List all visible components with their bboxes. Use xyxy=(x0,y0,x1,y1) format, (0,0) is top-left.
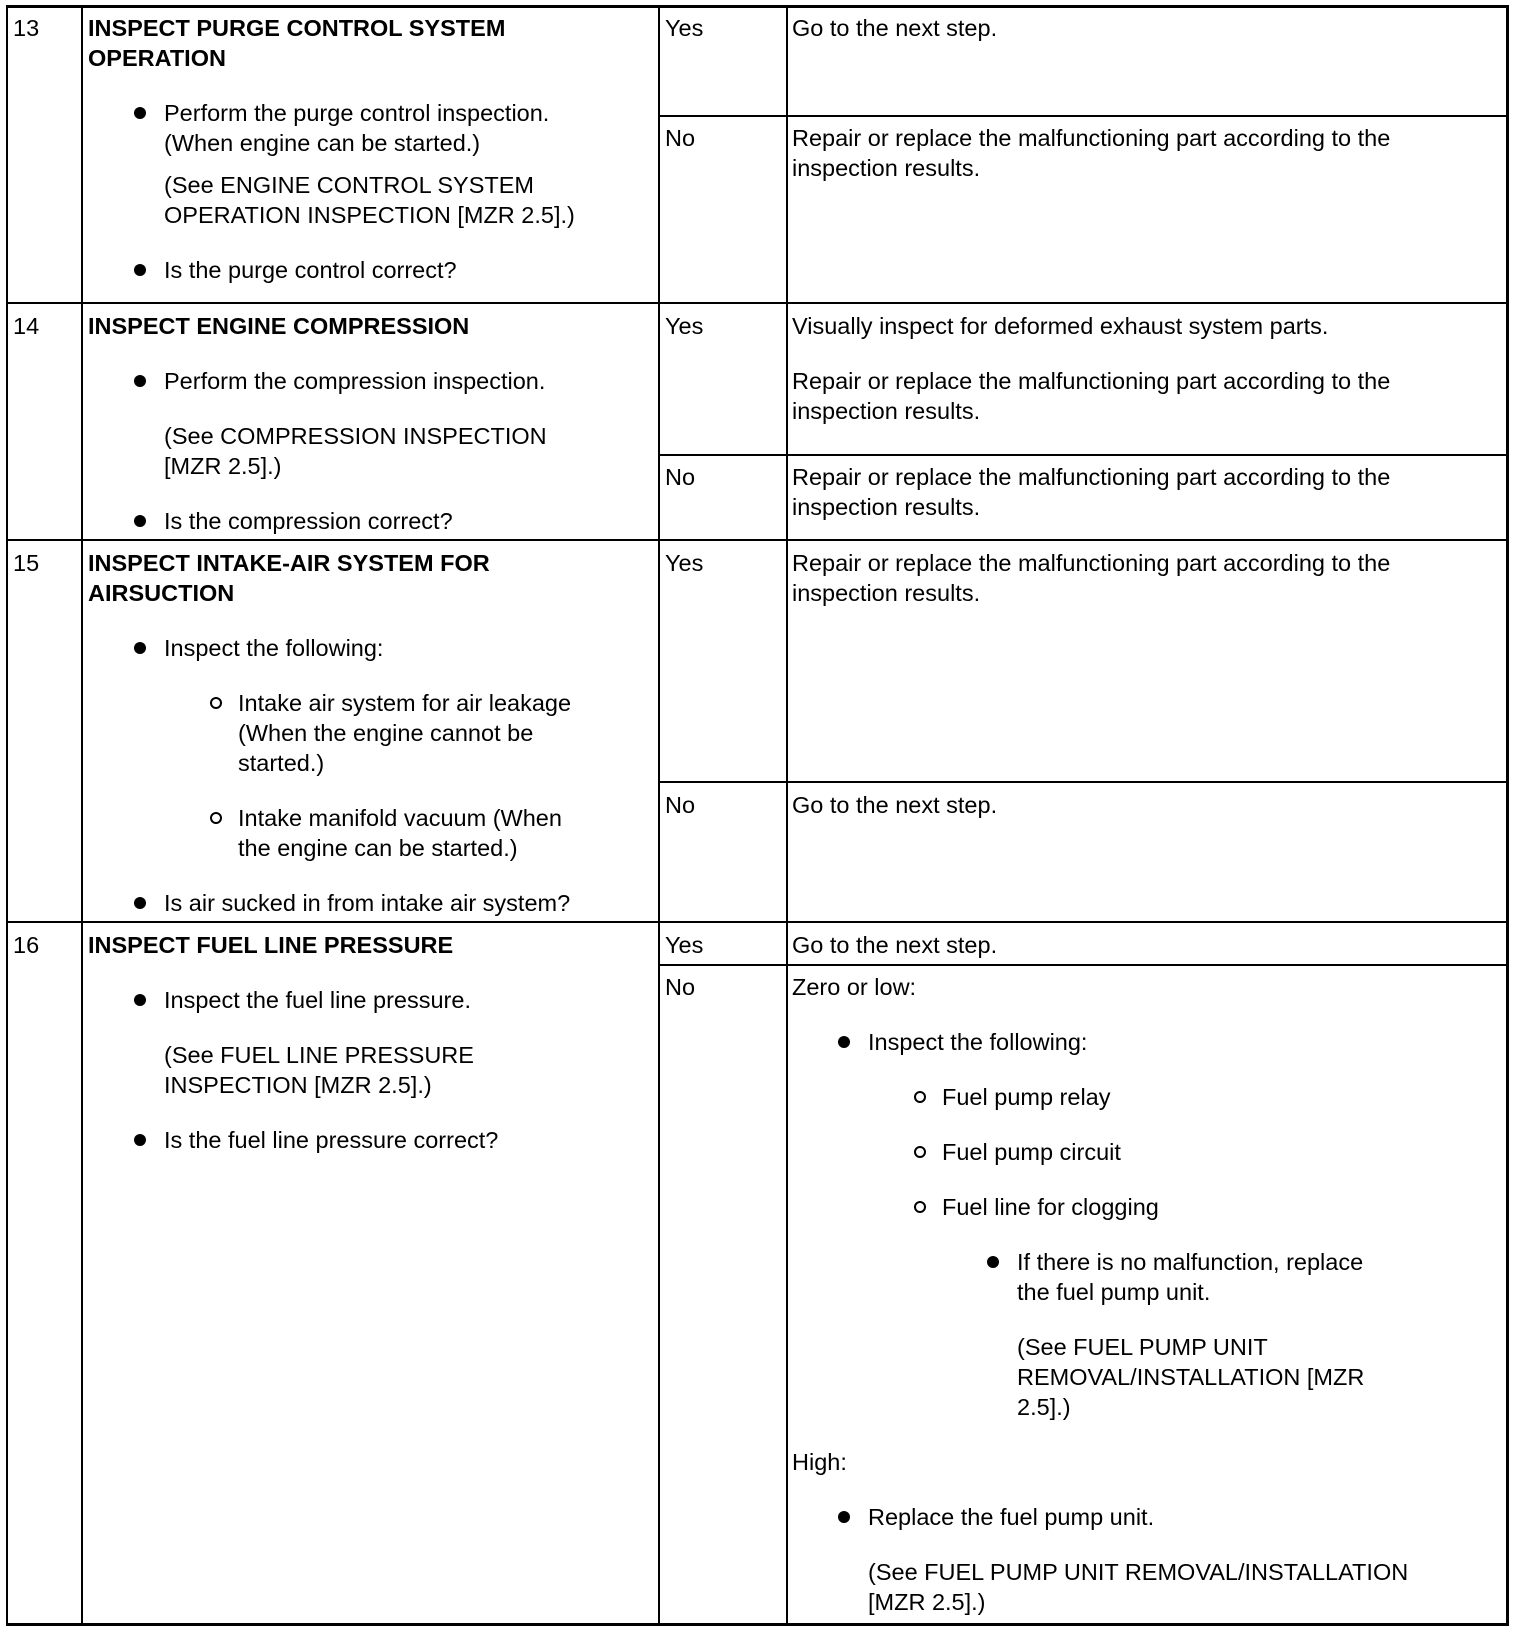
question-text: Is the purge control correct? xyxy=(164,257,457,283)
list-item xyxy=(88,888,653,918)
reference-text: INSPECTION [MZR 2.5].) xyxy=(164,1072,432,1098)
reference-text: 2.5].) xyxy=(1017,1394,1071,1420)
list-item xyxy=(88,506,653,536)
result-no xyxy=(792,462,1502,522)
column-divider-step xyxy=(81,6,83,1626)
step-number: 14 xyxy=(13,313,40,339)
instruction-text: started.) xyxy=(238,750,325,776)
question-text: Is air sucked in from intake air system? xyxy=(164,890,571,916)
result-text: Fuel pump circuit xyxy=(942,1139,1121,1165)
result-text: the fuel pump unit. xyxy=(1017,1279,1211,1305)
step-number: 16 xyxy=(13,932,40,958)
instruction-text: Perform the purge control inspection. xyxy=(164,100,550,126)
column-divider-answer xyxy=(786,6,788,1626)
instruction-text: Inspect the following: xyxy=(164,635,384,661)
answer-no: No xyxy=(665,125,696,151)
step-number: 15 xyxy=(13,550,40,576)
condition-label: Zero or low: xyxy=(792,974,917,1000)
table-border-right xyxy=(1506,6,1509,1626)
reference xyxy=(88,1040,653,1100)
reference-text: REMOVAL/INSTALLATION [MZR xyxy=(1017,1364,1365,1390)
result-text: Replace the fuel pump unit. xyxy=(868,1504,1155,1530)
result-text: inspection results. xyxy=(792,398,981,424)
result-text: Inspect the following: xyxy=(868,1029,1088,1055)
result-text: Repair or replace the malfunctioning part according to the xyxy=(792,550,1391,576)
result-text: Go to the next step. xyxy=(792,932,998,958)
answer-divider-13 xyxy=(658,115,1509,117)
result-text: inspection results. xyxy=(792,580,981,606)
result-yes xyxy=(792,548,1502,608)
reference xyxy=(88,170,653,230)
result-text: Fuel pump relay xyxy=(942,1084,1111,1110)
step-title: INSPECT FUEL LINE PRESSURE xyxy=(88,932,454,958)
result-no xyxy=(792,790,1502,820)
result-text: inspection results. xyxy=(792,494,981,520)
reference-text: (See FUEL PUMP UNIT REMOVAL/INSTALLATION xyxy=(868,1559,1409,1585)
result-text: Go to the next step. xyxy=(792,792,998,818)
row-divider-15-16 xyxy=(6,921,1509,923)
table-border-top xyxy=(6,5,1509,8)
result-yes xyxy=(792,930,1502,960)
reference-text: (See ENGINE CONTROL SYSTEM xyxy=(164,172,534,198)
answer-yes: Yes xyxy=(665,15,704,41)
step-title: INSPECT ENGINE COMPRESSION xyxy=(88,313,470,339)
reference xyxy=(792,1557,1502,1617)
instruction-text: Inspect the fuel line pressure. xyxy=(164,987,471,1013)
answer-no: No xyxy=(665,464,696,490)
reference xyxy=(88,421,653,481)
result-yes xyxy=(792,311,1502,426)
answer-no: No xyxy=(665,974,696,1000)
answer-yes: Yes xyxy=(665,932,704,958)
result-text: Repair or replace the malfunctioning part according to the xyxy=(792,125,1391,151)
instruction-text: Intake manifold vacuum (When xyxy=(238,805,562,831)
result-text: inspection results. xyxy=(792,155,981,181)
result-text: Repair or replace the malfunctioning part according to the xyxy=(792,368,1391,394)
instruction-text: (When the engine cannot be xyxy=(238,720,534,746)
reference-text: (See FUEL PUMP UNIT xyxy=(1017,1334,1268,1360)
column-divider-inspection xyxy=(658,6,660,1626)
reference-text: OPERATION INSPECTION [MZR 2.5].) xyxy=(164,202,575,228)
result-text: If there is no malfunction, replace xyxy=(1017,1249,1364,1275)
instruction-text: Intake air system for air leakage xyxy=(238,690,572,716)
step-inspection-15 xyxy=(88,548,653,918)
reference-text: (See FUEL LINE PRESSURE xyxy=(164,1042,474,1068)
list-item xyxy=(88,803,653,863)
result-text: Visually inspect for deformed exhaust system parts. xyxy=(792,313,1329,339)
list-item xyxy=(792,1137,1502,1167)
result-no xyxy=(792,123,1502,183)
row-divider-13-14 xyxy=(6,302,1509,304)
step-inspection-14 xyxy=(88,311,653,536)
list-item xyxy=(88,1125,653,1155)
step-inspection-16 xyxy=(88,930,653,1155)
reference xyxy=(792,1332,1502,1422)
list-item xyxy=(88,633,653,663)
reference-text: (See COMPRESSION INSPECTION xyxy=(164,423,547,449)
reference-text: [MZR 2.5].) xyxy=(868,1589,986,1615)
question-text: Is the compression correct? xyxy=(164,508,453,534)
list-item xyxy=(88,985,653,1015)
reference-text: [MZR 2.5].) xyxy=(164,453,282,479)
table-border-left xyxy=(6,6,8,1626)
step-inspection-13 xyxy=(88,13,653,285)
result-text: Fuel line for clogging xyxy=(942,1194,1159,1220)
list-item xyxy=(792,1027,1502,1057)
list-item xyxy=(88,688,653,778)
answer-divider-14 xyxy=(658,454,1509,456)
list-item xyxy=(88,255,653,285)
list-item xyxy=(792,1192,1502,1222)
result-text: Repair or replace the malfunctioning part according to the xyxy=(792,464,1391,490)
condition-label: High: xyxy=(792,1449,847,1475)
result-no xyxy=(792,972,1502,1617)
answer-divider-16 xyxy=(658,964,1509,966)
result-yes xyxy=(792,13,1502,43)
answer-yes: Yes xyxy=(665,313,704,339)
answer-no: No xyxy=(665,792,696,818)
result-text: Go to the next step. xyxy=(792,15,998,41)
instruction-text: the engine can be started.) xyxy=(238,835,518,861)
list-item xyxy=(792,1247,1502,1307)
answer-yes: Yes xyxy=(665,550,704,576)
step-title: INSPECT PURGE CONTROL SYSTEM xyxy=(88,15,506,41)
list-item xyxy=(792,1502,1502,1532)
step-number: 13 xyxy=(13,15,40,41)
step-title: INSPECT INTAKE-AIR SYSTEM FOR xyxy=(88,550,490,576)
instruction-text: Perform the compression inspection. xyxy=(164,368,546,394)
list-item xyxy=(88,366,653,396)
table-border-bottom xyxy=(6,1623,1509,1626)
instruction-text: (When engine can be started.) xyxy=(164,130,481,156)
row-divider-14-15 xyxy=(6,539,1509,541)
step-title: OPERATION xyxy=(88,45,226,71)
answer-divider-15 xyxy=(658,781,1509,783)
step-title: AIRSUCTION xyxy=(88,580,235,606)
question-text: Is the fuel line pressure correct? xyxy=(164,1127,499,1153)
list-item xyxy=(88,98,653,158)
list-item xyxy=(792,1082,1502,1112)
